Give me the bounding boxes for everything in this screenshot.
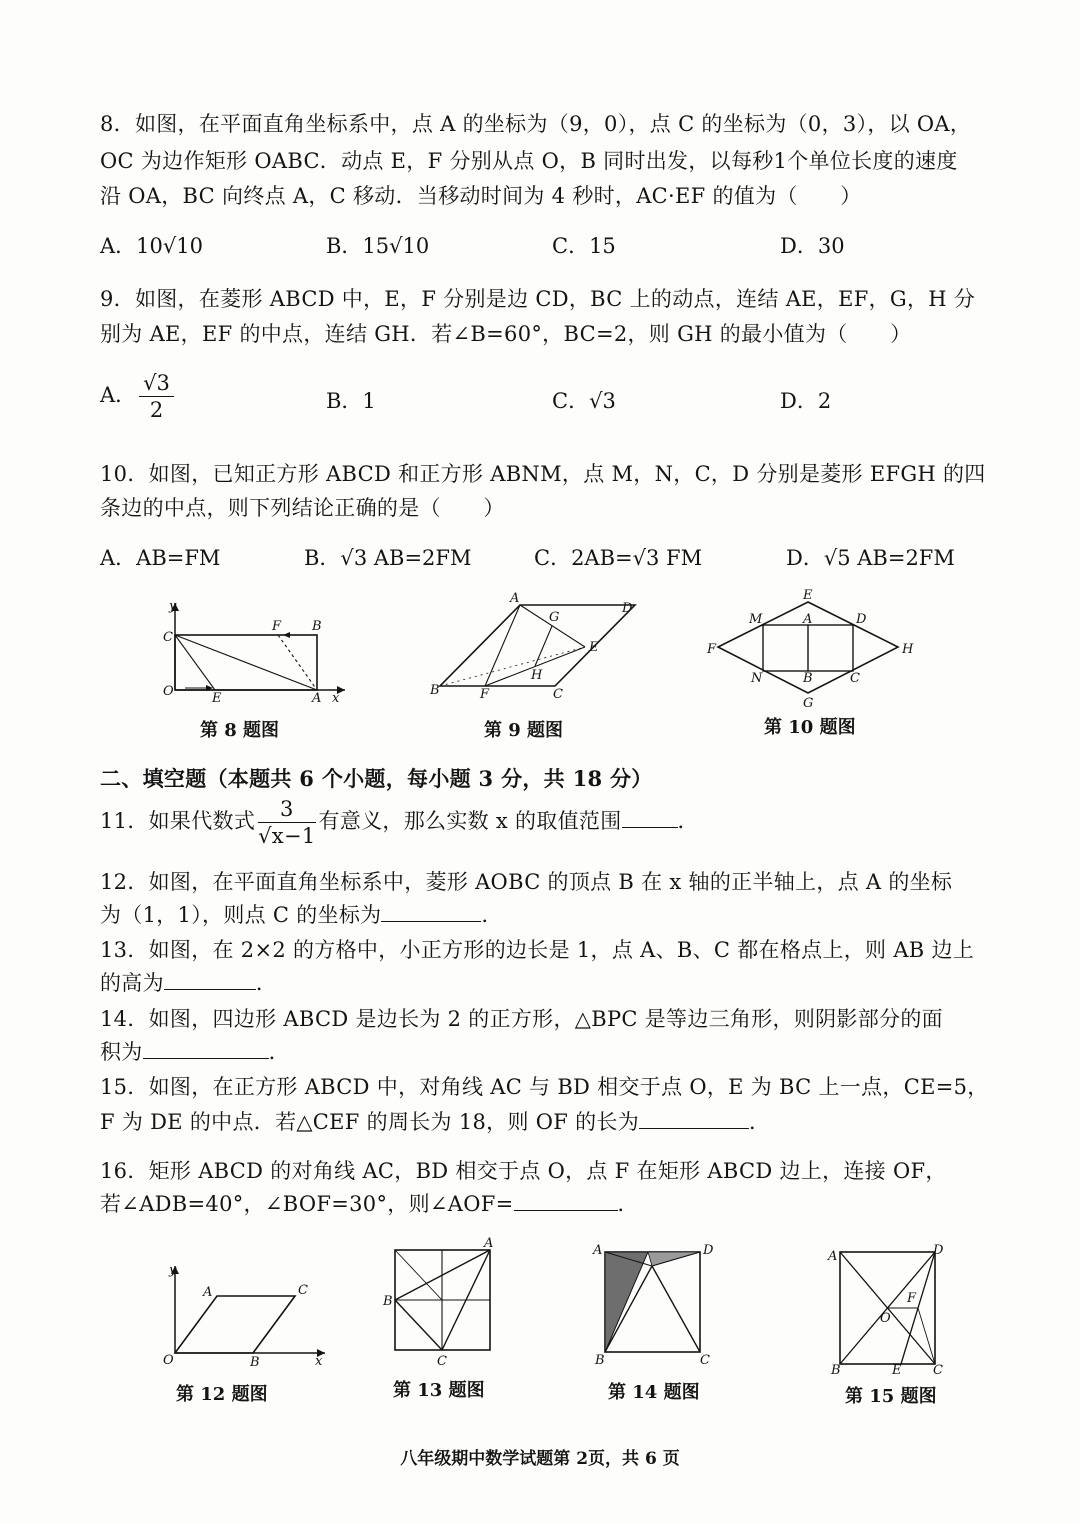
fig14-label-b: B <box>595 1353 605 1365</box>
q8-options <box>100 230 1000 270</box>
fig8-label-e: E <box>212 691 222 705</box>
q13-line2-text: 的高为 <box>100 971 164 995</box>
fig15-label-e: E <box>892 1363 902 1375</box>
fig10-label-e: E <box>803 588 813 603</box>
q15-line2 <box>100 1106 770 1136</box>
fig12-label-c: C <box>298 1283 308 1298</box>
fig12-label-o: O <box>163 1353 174 1368</box>
figure-15 <box>825 1240 955 1375</box>
fig10-label-a: A <box>803 612 813 627</box>
q9-option-b: B．1 <box>326 389 376 413</box>
fig10-label-b: B <box>803 671 813 686</box>
q15-line1: 15．如图，在正方形 ABCD 中，对角线 AC 与 BD 相交于点 O，E 为 BC 上一点，CE=5， <box>100 1075 989 1099</box>
figure-10-caption: 第 10 题图 <box>764 717 856 738</box>
q12-line2 <box>100 899 503 929</box>
q9-option-a-fraction <box>139 370 174 423</box>
fig10-label-f: F <box>707 642 717 657</box>
q9-option-a-denominator: 2 <box>149 398 164 422</box>
figure-14-caption: 第 14 题图 <box>608 1382 700 1403</box>
q16-line2 <box>100 1188 639 1218</box>
q9-option-a-numerator: √3 <box>139 370 174 397</box>
fig12-label-y: y <box>169 1263 177 1278</box>
q8-option-b: B．15√10 <box>326 234 430 258</box>
fig8-label-y: y <box>169 599 177 614</box>
q8-option-a: A．10√10 <box>100 234 203 258</box>
q10-option-d: D．√5 AB=2FM <box>786 546 955 570</box>
fig15-label-a: A <box>828 1249 838 1264</box>
q14-line2-text: 积为 <box>100 1040 143 1064</box>
q8-line3: 沿 OA，BC 向终点 A，C 移动．当移动时间为 4 秒时，AC·EF 的值为（ ） <box>100 184 862 208</box>
q8-option-d: D．30 <box>780 234 845 258</box>
q11-denominator: √x−1 <box>258 824 316 848</box>
fig10-label-n: N <box>751 671 763 686</box>
fig8-label-c: C <box>163 630 173 645</box>
q16-line1: 16．矩形 ABCD 的对角线 AC，BD 相交于点 O，点 F 在矩形 ABCD 边上，连接 OF， <box>100 1159 947 1183</box>
q8-line2: OC 为边作矩形 OABC．动点 E，F 分别从点 O，B 同时出发，以每秒1个单位长度的速度 <box>100 149 958 173</box>
figure-15-caption: 第 15 题图 <box>845 1386 937 1407</box>
figure-13 <box>380 1235 500 1370</box>
q10-line1: 10．如图，已知正方形 ABCD 和正方形 ABNM，点 M，N，C，D 分别是菱形 EFGH 的四 <box>100 462 986 486</box>
figure-9 <box>430 590 645 700</box>
q13-line1: 13．如图，在 2×2 的方格中，小正方形的边长是 1，点 A、B、C 都在格点上，则 AB 边上 <box>100 938 975 962</box>
fig9-label-e: E <box>589 640 599 655</box>
figure-9-caption: 第 9 题图 <box>484 720 564 741</box>
q9-option-a <box>100 370 177 423</box>
fig10-label-h: H <box>902 642 914 657</box>
fig9-label-b: B <box>430 683 440 698</box>
fig14-label-d: D <box>703 1243 714 1258</box>
fig9-label-c: C <box>553 687 563 700</box>
q9-line2: 别为 AE，EF 的中点，连结 GH．若∠B=60°，BC=2，则 GH 的最小值为（ ） <box>100 322 912 346</box>
figure-13-caption: 第 13 题图 <box>393 1380 485 1401</box>
section-2-title: 二、填空题（本题共 6 个小题，每小题 3 分，共 18 分） <box>100 766 653 791</box>
q16-answer-blank[interactable] <box>514 1192 618 1211</box>
fig10-label-g: G <box>803 696 814 710</box>
q10-option-a: A．AB=FM <box>100 546 221 570</box>
figure-14 <box>590 1240 715 1365</box>
q11-end: ． <box>677 809 699 833</box>
q12-line2-text: 为（1，1），则点 C 的坐标为 <box>100 903 382 927</box>
q10-line2: 条边的中点，则下列结论正确的是（ ） <box>100 496 505 520</box>
fig15-label-f: F <box>907 1291 917 1306</box>
q16-end: ． <box>617 1192 639 1216</box>
figure-8-caption: 第 8 题图 <box>200 720 280 741</box>
q9-option-a-prefix: A． <box>100 383 137 407</box>
q13-line2 <box>100 967 277 997</box>
fig15-label-c: C <box>933 1363 943 1375</box>
figure-12-caption: 第 12 题图 <box>176 1384 268 1405</box>
q10-option-c: C．2AB=√3 FM <box>534 546 703 570</box>
q12-line1: 12．如图，在平面直角坐标系中，菱形 AOBC 的顶点 B 在 x 轴的正半轴上，点 A 的坐标 <box>100 870 953 894</box>
q11-fraction <box>258 796 315 849</box>
q8-line1: 8．如图，在平面直角坐标系中，点 A 的坐标为（9，0），点 C 的坐标为（0，3），以 OA， <box>100 112 972 136</box>
fig10-label-d: D <box>856 612 867 627</box>
q11-suffix: 有意义，那么实数 x 的取值范围 <box>318 809 622 833</box>
fig9-label-h: H <box>531 668 543 683</box>
fig8-label-b: B <box>312 619 322 634</box>
figure-12 <box>155 1258 335 1373</box>
q14-answer-blank[interactable] <box>143 1040 269 1059</box>
fig10-label-c: C <box>850 671 860 686</box>
fig13-label-a: A <box>484 1236 494 1251</box>
fig15-label-b: B <box>831 1363 841 1375</box>
q11 <box>100 796 699 849</box>
q12-end: ． <box>481 903 503 927</box>
q10-option-b: B．√3 AB=2FM <box>304 546 472 570</box>
q14-line2 <box>100 1036 290 1066</box>
fig13-label-b: B <box>383 1294 393 1309</box>
q14-end: ． <box>268 1040 290 1064</box>
fig13-label-c: C <box>437 1354 447 1369</box>
page-footer: 八年级期中数学试题第 2页，共 6 页 <box>400 1449 680 1469</box>
q9-line1: 9．如图，在菱形 ABCD 中，E，F 分别是边 CD，BC 上的动点，连结 AE，EF，G，H 分 <box>100 287 976 311</box>
fig8-label-a: A <box>312 691 322 705</box>
q11-prefix: 11．如果代数式 <box>100 809 256 833</box>
q16-line2-text: 若∠ADB=40°，∠BOF=30°，则∠AOF= <box>100 1192 514 1216</box>
q9-option-d: D．2 <box>780 389 832 413</box>
fig12-label-a: A <box>203 1285 213 1300</box>
fig8-label-f: F <box>272 619 282 634</box>
fig8-label-o: O <box>163 684 174 699</box>
fig12-label-x: x <box>315 1354 323 1369</box>
figure-10 <box>705 585 920 710</box>
q8-option-c: C．15 <box>552 234 616 258</box>
q15-answer-blank[interactable] <box>639 1110 749 1129</box>
q15-end: ． <box>749 1110 771 1134</box>
q11-answer-blank[interactable] <box>622 809 678 828</box>
q14-line1: 14．如图，四边形 ABCD 是边长为 2 的正方形，△BPC 是等边三角形，则阴影部分的面 <box>100 1007 943 1031</box>
fig14-label-c: C <box>700 1353 710 1365</box>
fig15-label-o: O <box>880 1311 891 1326</box>
fig12-label-b: B <box>250 1355 260 1370</box>
fig9-label-f: F <box>480 687 490 700</box>
q12-answer-blank[interactable] <box>381 903 481 922</box>
q9-options <box>100 370 1000 430</box>
q13-answer-blank[interactable] <box>164 971 256 990</box>
q15-line2-text: F 为 DE 的中点．若△CEF 的周长为 18，则 OF 的长为 <box>100 1110 639 1134</box>
figure-8 <box>155 595 355 705</box>
q13-end: ． <box>255 971 278 995</box>
fig9-label-a: A <box>510 591 520 606</box>
q10-options <box>100 542 1000 582</box>
fig15-label-d: D <box>933 1243 944 1258</box>
fig8-label-x: x <box>332 691 340 705</box>
fig14-label-a: A <box>593 1243 603 1258</box>
fig9-label-g: G <box>549 610 560 625</box>
q11-numerator: 3 <box>258 796 315 823</box>
fig10-label-m: M <box>749 612 763 627</box>
q9-option-c: C．√3 <box>552 389 616 413</box>
fig9-label-d: D <box>622 601 633 616</box>
